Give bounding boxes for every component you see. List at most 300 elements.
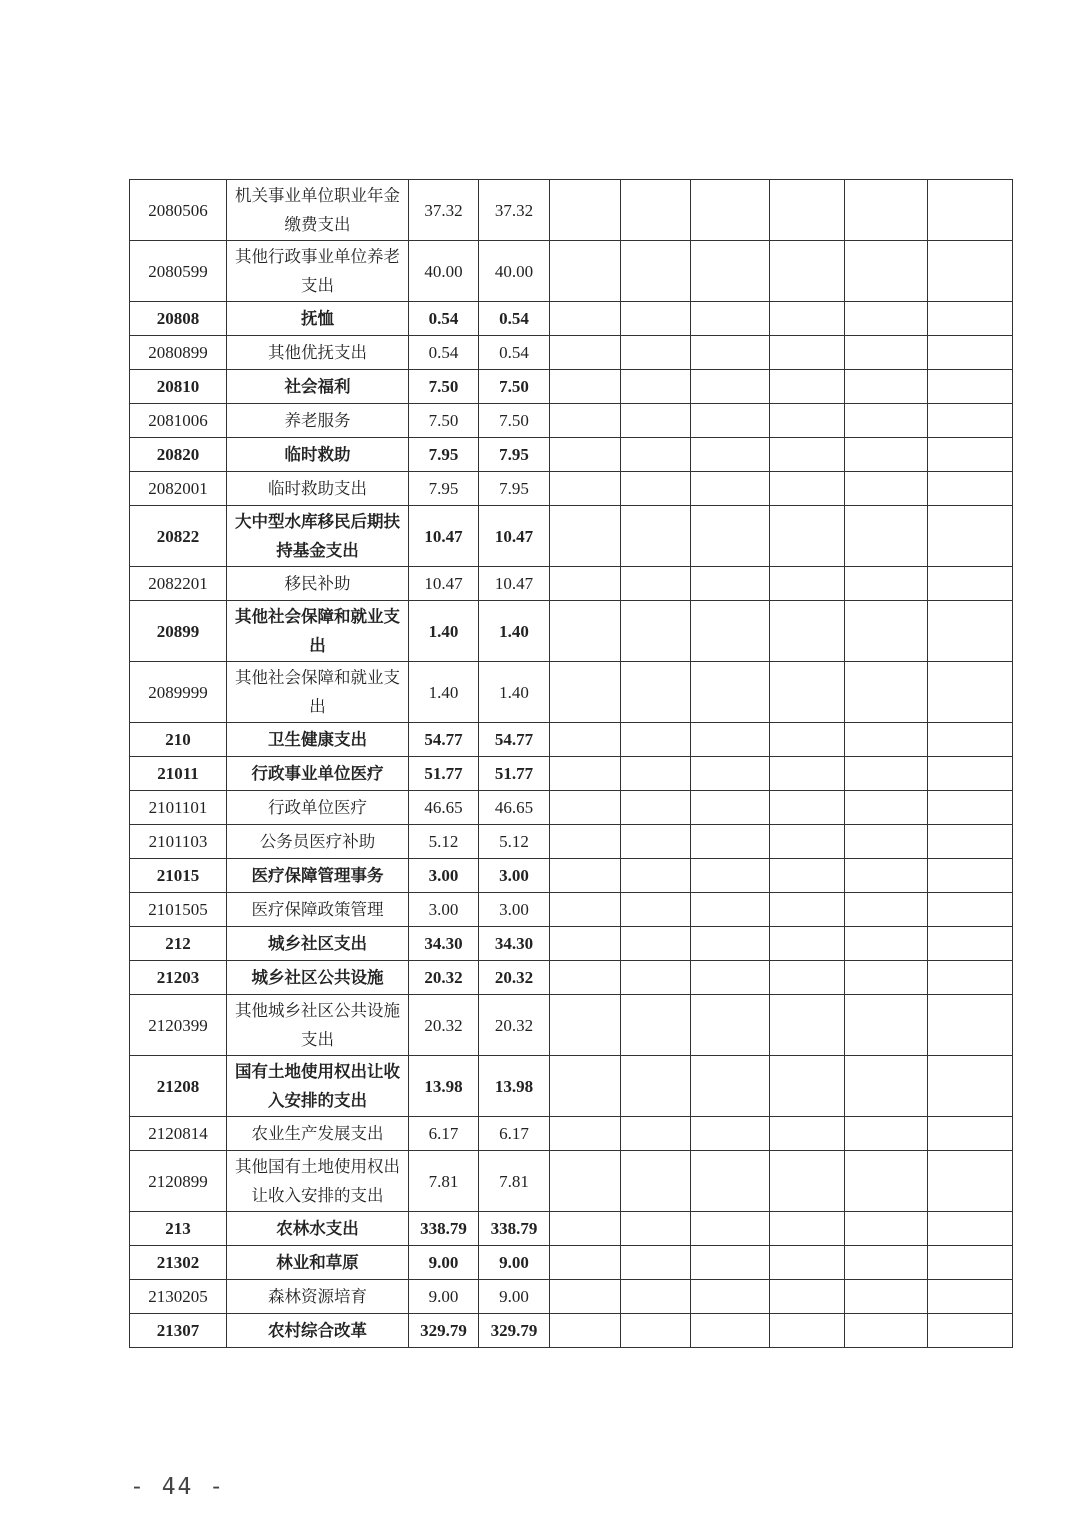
cell-value-1: 51.77: [409, 757, 479, 791]
cell-empty: [691, 662, 770, 723]
cell-empty: [550, 927, 621, 961]
cell-empty: [928, 241, 1013, 302]
cell-empty: [770, 1056, 845, 1117]
cell-empty: [770, 927, 845, 961]
cell-empty: [550, 438, 621, 472]
cell-empty: [928, 1246, 1013, 1280]
cell-empty: [845, 1212, 928, 1246]
cell-empty: [770, 1246, 845, 1280]
cell-empty: [928, 662, 1013, 723]
cell-empty: [621, 180, 691, 241]
cell-empty: [928, 601, 1013, 662]
cell-value-1: 1.40: [409, 662, 479, 723]
cell-empty: [550, 1314, 621, 1348]
cell-empty: [928, 472, 1013, 506]
cell-name: 医疗保障管理事务: [227, 859, 409, 893]
cell-empty: [845, 859, 928, 893]
cell-empty: [928, 567, 1013, 601]
cell-empty: [928, 506, 1013, 567]
cell-empty: [621, 302, 691, 336]
table-row: [130, 757, 1013, 791]
cell-empty: [621, 961, 691, 995]
cell-empty: [770, 1212, 845, 1246]
cell-value-2: 338.79: [479, 1212, 550, 1246]
cell-empty: [845, 472, 928, 506]
table-row: [130, 1280, 1013, 1314]
cell-empty: [928, 961, 1013, 995]
cell-empty: [770, 1117, 845, 1151]
cell-name: 森林资源培育: [227, 1280, 409, 1314]
cell-name: 医疗保障政策管理: [227, 893, 409, 927]
cell-empty: [845, 336, 928, 370]
cell-value-1: 7.81: [409, 1151, 479, 1212]
cell-empty: [621, 241, 691, 302]
cell-name: 公务员医疗补助: [227, 825, 409, 859]
cell-empty: [691, 927, 770, 961]
cell-empty: [770, 791, 845, 825]
cell-empty: [928, 1212, 1013, 1246]
cell-empty: [691, 995, 770, 1056]
cell-empty: [550, 404, 621, 438]
cell-empty: [928, 1151, 1013, 1212]
cell-value-2: 54.77: [479, 723, 550, 757]
cell-value-2: 0.54: [479, 302, 550, 336]
cell-empty: [691, 1151, 770, 1212]
cell-name: 城乡社区支出: [227, 927, 409, 961]
cell-empty: [770, 370, 845, 404]
cell-value-2: 7.50: [479, 370, 550, 404]
cell-empty: [550, 601, 621, 662]
cell-code: 2089999: [130, 662, 227, 723]
cell-empty: [550, 180, 621, 241]
cell-code: 2080506: [130, 180, 227, 241]
cell-empty: [621, 336, 691, 370]
cell-code: 212: [130, 927, 227, 961]
cell-code: 20822: [130, 506, 227, 567]
cell-name: 其他社会保障和就业支出: [227, 601, 409, 662]
cell-empty: [621, 370, 691, 404]
cell-code: 2080899: [130, 336, 227, 370]
cell-empty: [550, 1056, 621, 1117]
cell-value-1: 3.00: [409, 893, 479, 927]
cell-empty: [770, 506, 845, 567]
cell-empty: [845, 302, 928, 336]
cell-empty: [845, 927, 928, 961]
table-row: [130, 438, 1013, 472]
cell-name: 养老服务: [227, 404, 409, 438]
cell-value-2: 0.54: [479, 336, 550, 370]
cell-empty: [691, 893, 770, 927]
cell-value-1: 10.47: [409, 506, 479, 567]
cell-empty: [621, 1056, 691, 1117]
cell-empty: [621, 1151, 691, 1212]
cell-empty: [691, 757, 770, 791]
cell-value-1: 5.12: [409, 825, 479, 859]
cell-empty: [691, 370, 770, 404]
cell-code: 2120399: [130, 995, 227, 1056]
cell-value-2: 5.12: [479, 825, 550, 859]
cell-empty: [691, 472, 770, 506]
cell-name: 城乡社区公共设施: [227, 961, 409, 995]
cell-name: 卫生健康支出: [227, 723, 409, 757]
cell-empty: [928, 180, 1013, 241]
cell-empty: [845, 662, 928, 723]
cell-code: 2101505: [130, 893, 227, 927]
cell-value-1: 1.40: [409, 601, 479, 662]
cell-empty: [691, 601, 770, 662]
cell-empty: [845, 180, 928, 241]
cell-value-1: 7.95: [409, 472, 479, 506]
cell-empty: [845, 791, 928, 825]
cell-empty: [691, 1056, 770, 1117]
cell-empty: [845, 961, 928, 995]
cell-name: 农村综合改革: [227, 1314, 409, 1348]
cell-empty: [770, 601, 845, 662]
cell-value-1: 20.32: [409, 995, 479, 1056]
cell-empty: [770, 995, 845, 1056]
cell-name: 社会福利: [227, 370, 409, 404]
cell-empty: [770, 1280, 845, 1314]
cell-empty: [621, 1212, 691, 1246]
cell-value-2: 3.00: [479, 893, 550, 927]
cell-empty: [691, 1117, 770, 1151]
cell-empty: [691, 1280, 770, 1314]
cell-empty: [928, 336, 1013, 370]
cell-empty: [845, 1056, 928, 1117]
cell-empty: [550, 567, 621, 601]
cell-empty: [928, 1117, 1013, 1151]
cell-empty: [770, 1314, 845, 1348]
cell-empty: [928, 825, 1013, 859]
cell-code: 2120814: [130, 1117, 227, 1151]
cell-code: 21307: [130, 1314, 227, 1348]
cell-value-1: 9.00: [409, 1246, 479, 1280]
cell-value-1: 7.50: [409, 404, 479, 438]
cell-name: 机关事业单位职业年金缴费支出: [227, 180, 409, 241]
table-row: [130, 1314, 1013, 1348]
cell-empty: [770, 241, 845, 302]
cell-empty: [691, 859, 770, 893]
table-row: [130, 370, 1013, 404]
cell-empty: [770, 336, 845, 370]
cell-empty: [621, 825, 691, 859]
cell-value-1: 10.47: [409, 567, 479, 601]
cell-value-2: 7.95: [479, 472, 550, 506]
cell-name: 大中型水库移民后期扶持基金支出: [227, 506, 409, 567]
table-row: [130, 791, 1013, 825]
cell-empty: [845, 404, 928, 438]
cell-value-2: 6.17: [479, 1117, 550, 1151]
cell-empty: [770, 893, 845, 927]
cell-value-2: 20.32: [479, 961, 550, 995]
cell-code: 21011: [130, 757, 227, 791]
cell-name: 抚恤: [227, 302, 409, 336]
table-row: [130, 825, 1013, 859]
cell-name: 移民补助: [227, 567, 409, 601]
cell-code: 20899: [130, 601, 227, 662]
cell-value-2: 7.95: [479, 438, 550, 472]
cell-empty: [770, 438, 845, 472]
cell-empty: [691, 825, 770, 859]
cell-empty: [928, 404, 1013, 438]
cell-value-2: 1.40: [479, 601, 550, 662]
cell-value-2: 7.81: [479, 1151, 550, 1212]
cell-empty: [845, 601, 928, 662]
cell-empty: [550, 723, 621, 757]
table-body: [130, 180, 1013, 1348]
cell-name: 其他社会保障和就业支出: [227, 662, 409, 723]
cell-code: 2081006: [130, 404, 227, 438]
table-row: [130, 506, 1013, 567]
cell-empty: [928, 757, 1013, 791]
cell-empty: [928, 1280, 1013, 1314]
cell-code: 21015: [130, 859, 227, 893]
table-row: [130, 1151, 1013, 1212]
cell-name: 行政事业单位医疗: [227, 757, 409, 791]
table-row: [130, 404, 1013, 438]
cell-name: 农林水支出: [227, 1212, 409, 1246]
cell-empty: [770, 859, 845, 893]
cell-empty: [928, 995, 1013, 1056]
cell-value-1: 40.00: [409, 241, 479, 302]
table-row: [130, 995, 1013, 1056]
cell-empty: [691, 1246, 770, 1280]
cell-empty: [845, 567, 928, 601]
cell-empty: [550, 825, 621, 859]
cell-empty: [621, 927, 691, 961]
table-row: [130, 1246, 1013, 1280]
cell-empty: [691, 1314, 770, 1348]
cell-name: 林业和草原: [227, 1246, 409, 1280]
cell-empty: [845, 1314, 928, 1348]
cell-empty: [845, 757, 928, 791]
cell-value-2: 34.30: [479, 927, 550, 961]
cell-empty: [550, 662, 621, 723]
cell-empty: [550, 1246, 621, 1280]
cell-empty: [550, 241, 621, 302]
cell-value-1: 6.17: [409, 1117, 479, 1151]
cell-value-1: 54.77: [409, 723, 479, 757]
table-row: [130, 336, 1013, 370]
cell-name: 行政单位医疗: [227, 791, 409, 825]
cell-code: 21203: [130, 961, 227, 995]
cell-value-1: 37.32: [409, 180, 479, 241]
cell-empty: [928, 791, 1013, 825]
cell-empty: [845, 241, 928, 302]
cell-empty: [928, 723, 1013, 757]
cell-empty: [845, 506, 928, 567]
cell-empty: [621, 893, 691, 927]
cell-empty: [550, 1280, 621, 1314]
cell-empty: [845, 370, 928, 404]
cell-code: 2082201: [130, 567, 227, 601]
cell-empty: [621, 662, 691, 723]
cell-empty: [550, 472, 621, 506]
cell-value-2: 46.65: [479, 791, 550, 825]
table-row: [130, 859, 1013, 893]
cell-empty: [550, 1117, 621, 1151]
cell-code: 20810: [130, 370, 227, 404]
cell-value-2: 7.50: [479, 404, 550, 438]
cell-code: 21302: [130, 1246, 227, 1280]
cell-value-1: 0.54: [409, 336, 479, 370]
cell-empty: [621, 859, 691, 893]
cell-value-2: 1.40: [479, 662, 550, 723]
cell-empty: [770, 472, 845, 506]
cell-empty: [770, 757, 845, 791]
cell-empty: [770, 567, 845, 601]
cell-empty: [691, 1212, 770, 1246]
cell-empty: [550, 791, 621, 825]
cell-empty: [845, 825, 928, 859]
cell-empty: [691, 961, 770, 995]
cell-name: 农业生产发展支出: [227, 1117, 409, 1151]
cell-name: 国有土地使用权出让收入安排的支出: [227, 1056, 409, 1117]
cell-empty: [621, 506, 691, 567]
cell-empty: [550, 859, 621, 893]
cell-value-1: 7.95: [409, 438, 479, 472]
cell-empty: [691, 506, 770, 567]
budget-table: [129, 179, 1013, 1348]
cell-empty: [550, 757, 621, 791]
cell-empty: [928, 302, 1013, 336]
cell-name: 临时救助支出: [227, 472, 409, 506]
cell-empty: [621, 601, 691, 662]
cell-empty: [845, 1246, 928, 1280]
table-row: [130, 893, 1013, 927]
cell-empty: [550, 995, 621, 1056]
cell-code: 2130205: [130, 1280, 227, 1314]
cell-code: 2101103: [130, 825, 227, 859]
cell-empty: [845, 995, 928, 1056]
table-row: [130, 662, 1013, 723]
cell-value-1: 7.50: [409, 370, 479, 404]
cell-code: 21208: [130, 1056, 227, 1117]
cell-empty: [845, 1280, 928, 1314]
cell-empty: [621, 757, 691, 791]
table-row: [130, 601, 1013, 662]
cell-empty: [621, 438, 691, 472]
table-row: [130, 472, 1013, 506]
cell-value-2: 9.00: [479, 1280, 550, 1314]
cell-name: 其他优抚支出: [227, 336, 409, 370]
cell-empty: [928, 927, 1013, 961]
cell-value-2: 9.00: [479, 1246, 550, 1280]
cell-empty: [621, 723, 691, 757]
cell-value-2: 10.47: [479, 506, 550, 567]
cell-code: 2082001: [130, 472, 227, 506]
cell-code: 2120899: [130, 1151, 227, 1212]
table-row: [130, 1212, 1013, 1246]
cell-empty: [621, 1117, 691, 1151]
cell-empty: [928, 370, 1013, 404]
cell-empty: [550, 1212, 621, 1246]
cell-empty: [770, 662, 845, 723]
cell-empty: [691, 180, 770, 241]
cell-value-2: 40.00: [479, 241, 550, 302]
cell-code: 2101101: [130, 791, 227, 825]
page-number: - 44 -: [130, 1474, 226, 1500]
cell-value-1: 13.98: [409, 1056, 479, 1117]
cell-empty: [550, 893, 621, 927]
table-row: [130, 302, 1013, 336]
cell-empty: [928, 893, 1013, 927]
table-row: [130, 241, 1013, 302]
cell-empty: [621, 567, 691, 601]
cell-empty: [691, 723, 770, 757]
cell-name: 其他国有土地使用权出让收入安排的支出: [227, 1151, 409, 1212]
cell-empty: [621, 472, 691, 506]
cell-value-1: 338.79: [409, 1212, 479, 1246]
cell-empty: [845, 893, 928, 927]
cell-empty: [691, 404, 770, 438]
cell-empty: [770, 1151, 845, 1212]
cell-empty: [691, 567, 770, 601]
cell-empty: [691, 241, 770, 302]
cell-name: 临时救助: [227, 438, 409, 472]
cell-empty: [845, 723, 928, 757]
cell-empty: [550, 1151, 621, 1212]
cell-code: 2080599: [130, 241, 227, 302]
cell-empty: [770, 404, 845, 438]
cell-value-2: 13.98: [479, 1056, 550, 1117]
cell-empty: [845, 1151, 928, 1212]
cell-empty: [928, 438, 1013, 472]
cell-empty: [550, 370, 621, 404]
cell-value-1: 329.79: [409, 1314, 479, 1348]
cell-code: 20808: [130, 302, 227, 336]
cell-name: 其他行政事业单位养老支出: [227, 241, 409, 302]
cell-code: 20820: [130, 438, 227, 472]
table-row: [130, 961, 1013, 995]
cell-empty: [550, 506, 621, 567]
cell-empty: [621, 1246, 691, 1280]
cell-empty: [550, 961, 621, 995]
cell-empty: [770, 723, 845, 757]
cell-value-1: 20.32: [409, 961, 479, 995]
cell-empty: [691, 302, 770, 336]
cell-empty: [621, 791, 691, 825]
cell-empty: [621, 1280, 691, 1314]
cell-value-2: 37.32: [479, 180, 550, 241]
cell-empty: [621, 995, 691, 1056]
cell-name: 其他城乡社区公共设施支出: [227, 995, 409, 1056]
cell-empty: [691, 438, 770, 472]
cell-empty: [770, 180, 845, 241]
cell-value-1: 46.65: [409, 791, 479, 825]
cell-value-2: 10.47: [479, 567, 550, 601]
cell-empty: [550, 302, 621, 336]
cell-value-1: 3.00: [409, 859, 479, 893]
cell-value-1: 9.00: [409, 1280, 479, 1314]
cell-empty: [621, 404, 691, 438]
cell-value-2: 20.32: [479, 995, 550, 1056]
cell-empty: [845, 438, 928, 472]
cell-empty: [770, 302, 845, 336]
cell-value-2: 3.00: [479, 859, 550, 893]
cell-value-1: 34.30: [409, 927, 479, 961]
table-row: [130, 723, 1013, 757]
cell-empty: [550, 336, 621, 370]
table-row: [130, 1056, 1013, 1117]
cell-empty: [621, 1314, 691, 1348]
cell-empty: [691, 336, 770, 370]
table-row: [130, 567, 1013, 601]
table-row: [130, 927, 1013, 961]
cell-empty: [928, 859, 1013, 893]
table-row: [130, 180, 1013, 241]
cell-empty: [691, 791, 770, 825]
